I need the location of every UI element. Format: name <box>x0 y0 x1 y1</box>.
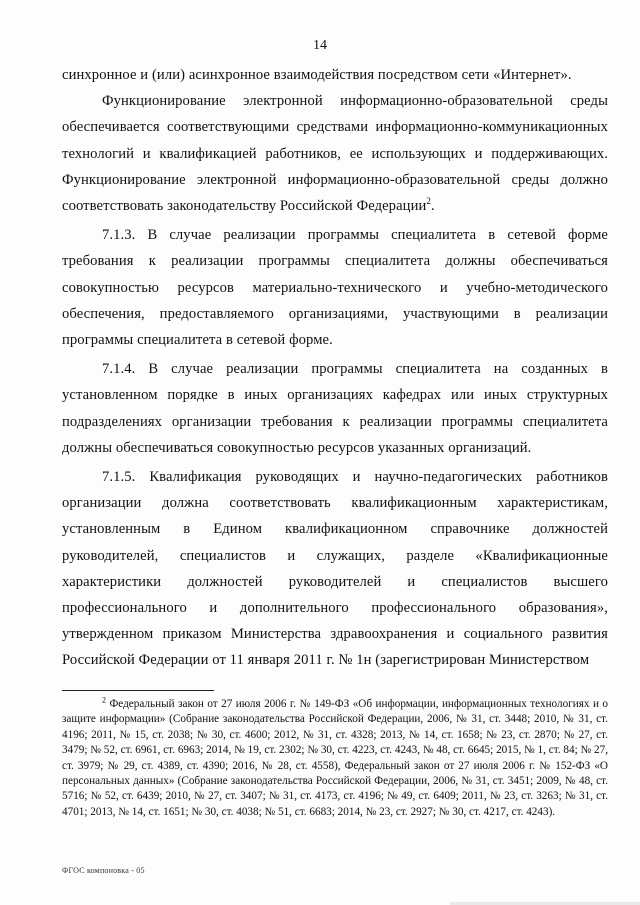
page-number: 14 <box>313 38 327 53</box>
body-text <box>62 62 608 674</box>
footnote-mark: 2 <box>102 695 106 705</box>
footer-label: ФГОС компоновка - 05 <box>62 866 145 875</box>
paragraph-7-1-5: 7.1.5. Квалификация руководящих и научно-педагогических работников организации должна соответствовать квалификационным характеристикам, установленным в Едином квалификационном справочнике должностей руководителей, специалистов и служащих, разделе «Квалификационные характеристики должностей руководителей и специалистов высшего профессионального и дополнительного профессионального образования», утвержденном приказом Министерства здравоохранения и социального развития Российской Федерации от 11 января 2011 г. № 1н (зарегистрирован Министерством <box>62 469 608 669</box>
footnote-reference[interactable]: 2 <box>426 196 432 207</box>
footnote-divider <box>62 690 214 691</box>
paragraph-eios-end: . <box>431 198 435 215</box>
paragraph-eios-text: Функционирование электронной информационно-образовательной среды обеспечивается соответствующими средствами информационно-коммуникационных технологий и квалификацией работников, ее использующих и поддерживающих. Функционирование электронной информационно-образовательной среды должно соответствовать законодательству Российской Федерации <box>62 93 608 215</box>
footnote <box>62 697 608 820</box>
paragraph-7-1-4: 7.1.4. В случае реализации программы специалитета на созданных в установленном порядке в иных организациях кафедрах или иных структурных подразделениях организации требования к реализации программы специалитета должны обеспечиваться совокупностью ресурсов указанных организаций. <box>62 361 608 456</box>
paragraph-continuation: синхронное и (или) асинхронное взаимодействия посредством сети «Интернет». <box>62 67 572 83</box>
paragraph-eios <box>62 88 608 219</box>
footnote-text: Федеральный закон от 27 июля 2006 г. № 149-ФЗ «Об информации, информационных технологиях и о защите информации» (Собрание законодательства Российской Федерации, 2006, № 31, ст. 3448; 2010, № 31, ст. 4196; 2011, № 15, ст. 2038; № 30, ст. 4600; 2012, № 31, ст. 4328; 2013, № 14, ст. 1658; № 23, ст. 2870; № 27, ст. 3479; № 52, ст. 6961, ст. 6963; 2014, № 19, ст. 2302; № 30, ст. 4223, ст. 4243, № 48, ст. 6645; 2015, № 1, ст. 84; № 27, ст. 3979; № 29, ст. 4389, ст. 4390; 2016, № 28, ст. 4558), Федеральный закон от 27 июля 2006 г. № 152-ФЗ «О персональных данных» (Собрание законодательства Российской Федерации, 2006, № 31, ст. 3451; 2009, № 48, ст. 5716; № 52, ст. 6439; 2010, № 27, ст. 3407; № 31, ст. 4173, ст. 4196; № 49, ст. 6409; 2011, № 23, ст. 3263; № 31, ст. 4701; 2013, № 14, ст. 1651; № 30, ст. 4038; № 51, ст. 6683; 2014, № 23, ст. 2927; № 30, ст. 4217, ст. 4243). <box>62 698 608 818</box>
paragraph-7-1-3: 7.1.3. В случае реализации программы специалитета в сетевой форме требования к реализации программы специалитета должны обеспечиваться совокупностью ресурсов материально-технического и учебно-методического обеспечения, предоставляемого организациями, участвующими в реализации программы специалитета в сетевой форме. <box>62 227 608 349</box>
